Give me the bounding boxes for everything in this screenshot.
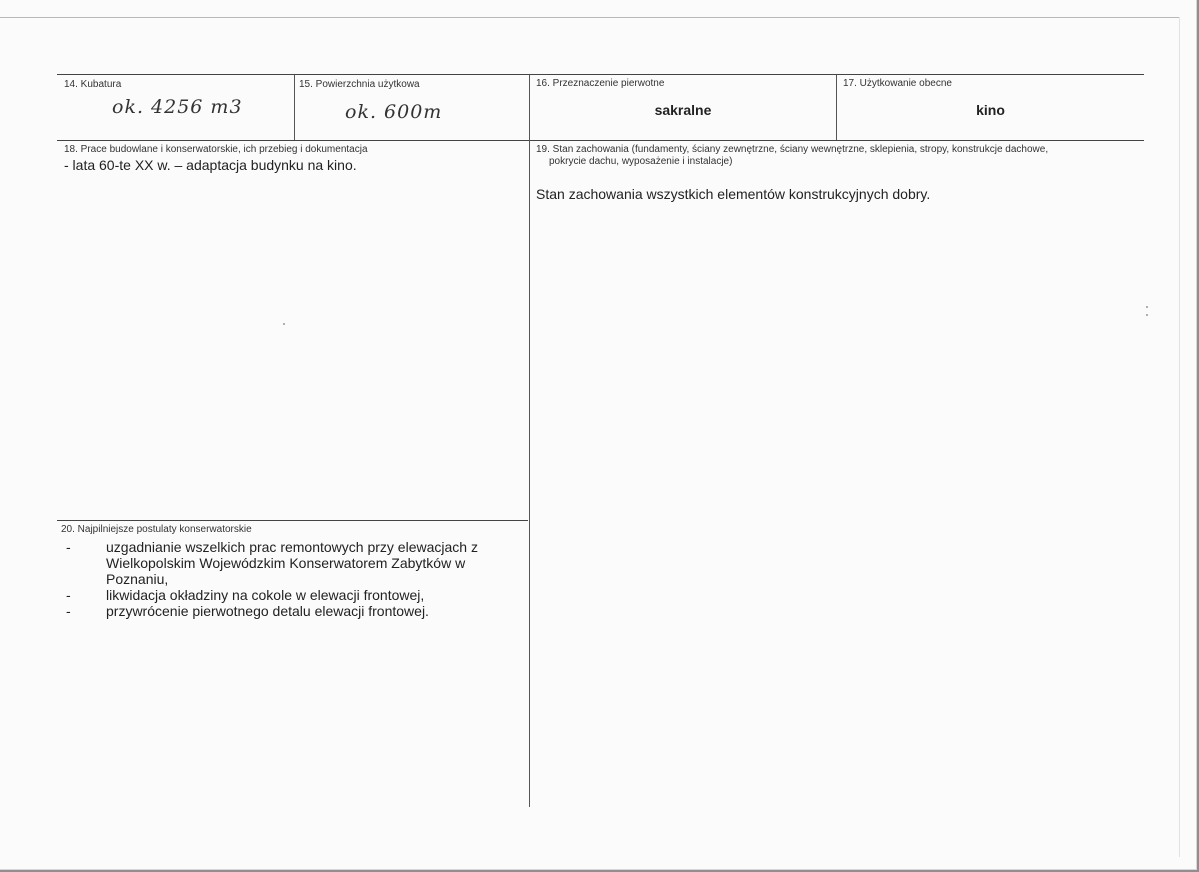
postulaty-label: 20. Najpilniejsze postulaty konserwatorskie xyxy=(61,524,252,535)
prace-budowlane-text: - lata 60-te XX w. – adaptacja budynku na kino. xyxy=(64,157,357,173)
right-edge-line xyxy=(1179,17,1180,857)
row1-top-rule xyxy=(57,74,1144,75)
scan-speck xyxy=(1146,306,1148,308)
prace-budowlane-label: 18. Prace budowlane i konserwatorskie, ich przebieg i dokumentacja xyxy=(64,144,368,155)
kubatura-label: 14. Kubatura xyxy=(64,79,122,90)
scan-speck xyxy=(1146,314,1148,316)
list-item xyxy=(60,587,530,603)
section20-top-rule xyxy=(57,520,528,521)
list-dash: - xyxy=(66,587,71,603)
kubatura-handwritten-value: ok. 4256 m3 xyxy=(112,96,243,118)
main-vertical-divider xyxy=(529,75,530,807)
stan-zachowania-label-line1: 19. Stan zachowania (fundamenty, ściany zewnętrzne, ściany wewnętrzne, sklepienia, stropy, konstrukcje dachowe, xyxy=(536,144,1049,155)
top-edge-line xyxy=(0,17,1180,18)
list-dash: - xyxy=(66,603,71,619)
postulaty-list xyxy=(60,539,530,619)
powierzchnia-handwritten-value: ok. 600m xyxy=(345,101,443,123)
divider-14-15 xyxy=(294,75,295,140)
uzytkowanie-label: 17. Użytkowanie obecne xyxy=(843,78,952,89)
powierzchnia-label: 15. Powierzchnia użytkowa xyxy=(299,79,420,90)
list-item-line: likwidacja okładziny na cokole w elewacji frontowej, xyxy=(106,587,425,603)
list-dash: - xyxy=(66,539,71,555)
list-item-line: uzgadnianie wszelkich prac remontowych przy elewacjach z xyxy=(106,539,478,555)
scan-speck xyxy=(283,323,285,325)
row1-bottom-rule xyxy=(57,140,1144,141)
uzytkowanie-value: kino xyxy=(976,102,1005,118)
stan-zachowania-label-line2: pokrycie dachu, wyposażenie i instalacje) xyxy=(549,156,733,167)
stan-zachowania-text: Stan zachowania wszystkich elementów konstrukcyjnych dobry. xyxy=(536,186,931,202)
list-item xyxy=(60,539,530,587)
list-item xyxy=(60,603,530,619)
list-item-line: przywrócenie pierwotnego detalu elewacji frontowej. xyxy=(106,603,429,619)
przeznaczenie-label: 16. Przeznaczenie pierwotne xyxy=(536,78,665,89)
list-item-line: Wielkopolskim Wojewódzkim Konserwatorem Zabytków w Poznaniu, xyxy=(106,555,466,587)
przeznaczenie-value: sakralne xyxy=(654,102,712,118)
